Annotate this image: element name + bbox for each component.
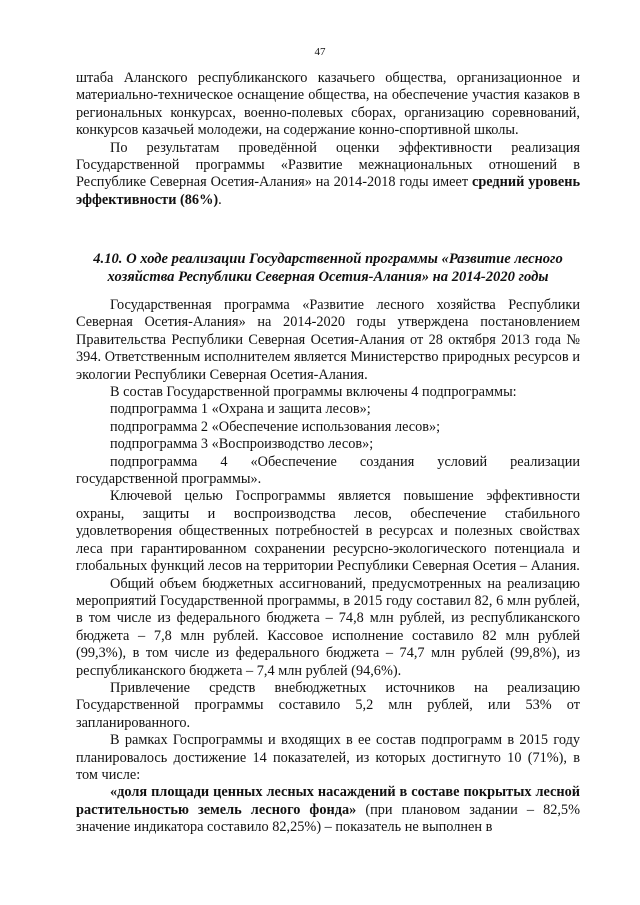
share-indicator-text: (при плановом задании – 82,5% значение индикатора составило 82,25%) – показатель не выполнен в (76, 801, 580, 836)
section-heading: 4.10. О ходе реализации Государственной программы «Развитие лесного хозяйства Республики Северная Осетия-Алания» на 2014-2020 годы (93, 251, 563, 285)
subprogram-item: подпрограмма 2 «Обеспечение использования лесов»; (110, 418, 441, 435)
subprogram-item: подпрограмма 4 «Обеспечение создания условий реализации государственной программы». (76, 453, 580, 488)
evaluation-text: По результатам проведённой оценки эффективности реализация Государственной программы «Развитие межнациональных отношений в Республике Северная Осетия-Алания» на 2014-2018 годы имеет (76, 139, 580, 191)
budget-paragraph: Общий объем бюджетных ассигнований, предусмотренных на реализацию мероприятий Государственной программы, в 2015 году составил 82, 6 млн рублей, в том числе из федерального бюджета – 74,8 млн рублей, из республиканского бюджета – 7,8 млн рублей. Кассовое исполнение составило 82 млн рублей (99,3%), в том числе из федерального бюджета – 74,7 млн рублей (99,8%), из республиканского бюджета – 7,4 млн рублей (94,6%). (76, 575, 580, 679)
program-intro-paragraph: Государственная программа «Развитие лесного хозяйства Республики Северная Осетия-Алания» на 2014-2020 годы утверждена постановлением Правительства Республики Северная Осетия-Алания от 28 октября 2013 года № 394. Ответственным исполнителем является Министерство природных ресурсов и экологии Республики Северная Осетия-Алания. (76, 297, 580, 383)
evaluation-paragraph (76, 140, 580, 210)
page-number: 47 (314, 46, 326, 58)
evaluation-result: средний уровень эффективности (86%) (76, 174, 581, 208)
subprogram-item: подпрограмма 1 «Охрана и защита лесов»; (110, 401, 371, 418)
indicators-paragraph: В рамках Госпрограммы и входящих в ее состав подпрограмм в 2015 году планировалось достижение 14 показателей, из которых достигнуто 10 (71%), в том числе: (76, 732, 580, 783)
top-section (76, 70, 580, 209)
share-indicator-name: «доля площади ценных лесных насаждений в составе покрытых лесной растительностью земель лесного фонда» (76, 784, 580, 818)
subprogram-item: подпрограмма 3 «Воспроизводство лесов»; (110, 436, 374, 453)
extrabudget-paragraph: Привлечение средств внебюджетных источников на реализацию Государственной программы составило 5,2 млн рублей, или 53% от запланированного. (76, 679, 580, 731)
main-section (76, 297, 580, 837)
evaluation-end: . (218, 191, 222, 208)
subprograms-intro: В состав Государственной программы включены 4 подпрограммы: (110, 384, 517, 401)
share-paragraph (76, 784, 580, 836)
top-paragraph: штаба Аланского республиканского казачьего общества, организационное и материально-техническое оснащение общества, на обеспечение участия казаков в региональных конкурсах, военно-полевых сборах, организацию соревнований, конкурсов казачьей молодежи, на содержание конно-спортивной школы. (76, 70, 580, 139)
key-goal-paragraph: Ключевой целью Госпрограммы является повышение эффективности охраны, защиты и воспроизводства лесов, обеспечение стабильного удовлетворения общественных потребностей в ресурсах и полезных свойствах леса при гарантированном сохранении ресурсно-экологического потенциала и глобальных функций лесов на территории Республики Северная Осетия – Алания. (76, 488, 580, 575)
